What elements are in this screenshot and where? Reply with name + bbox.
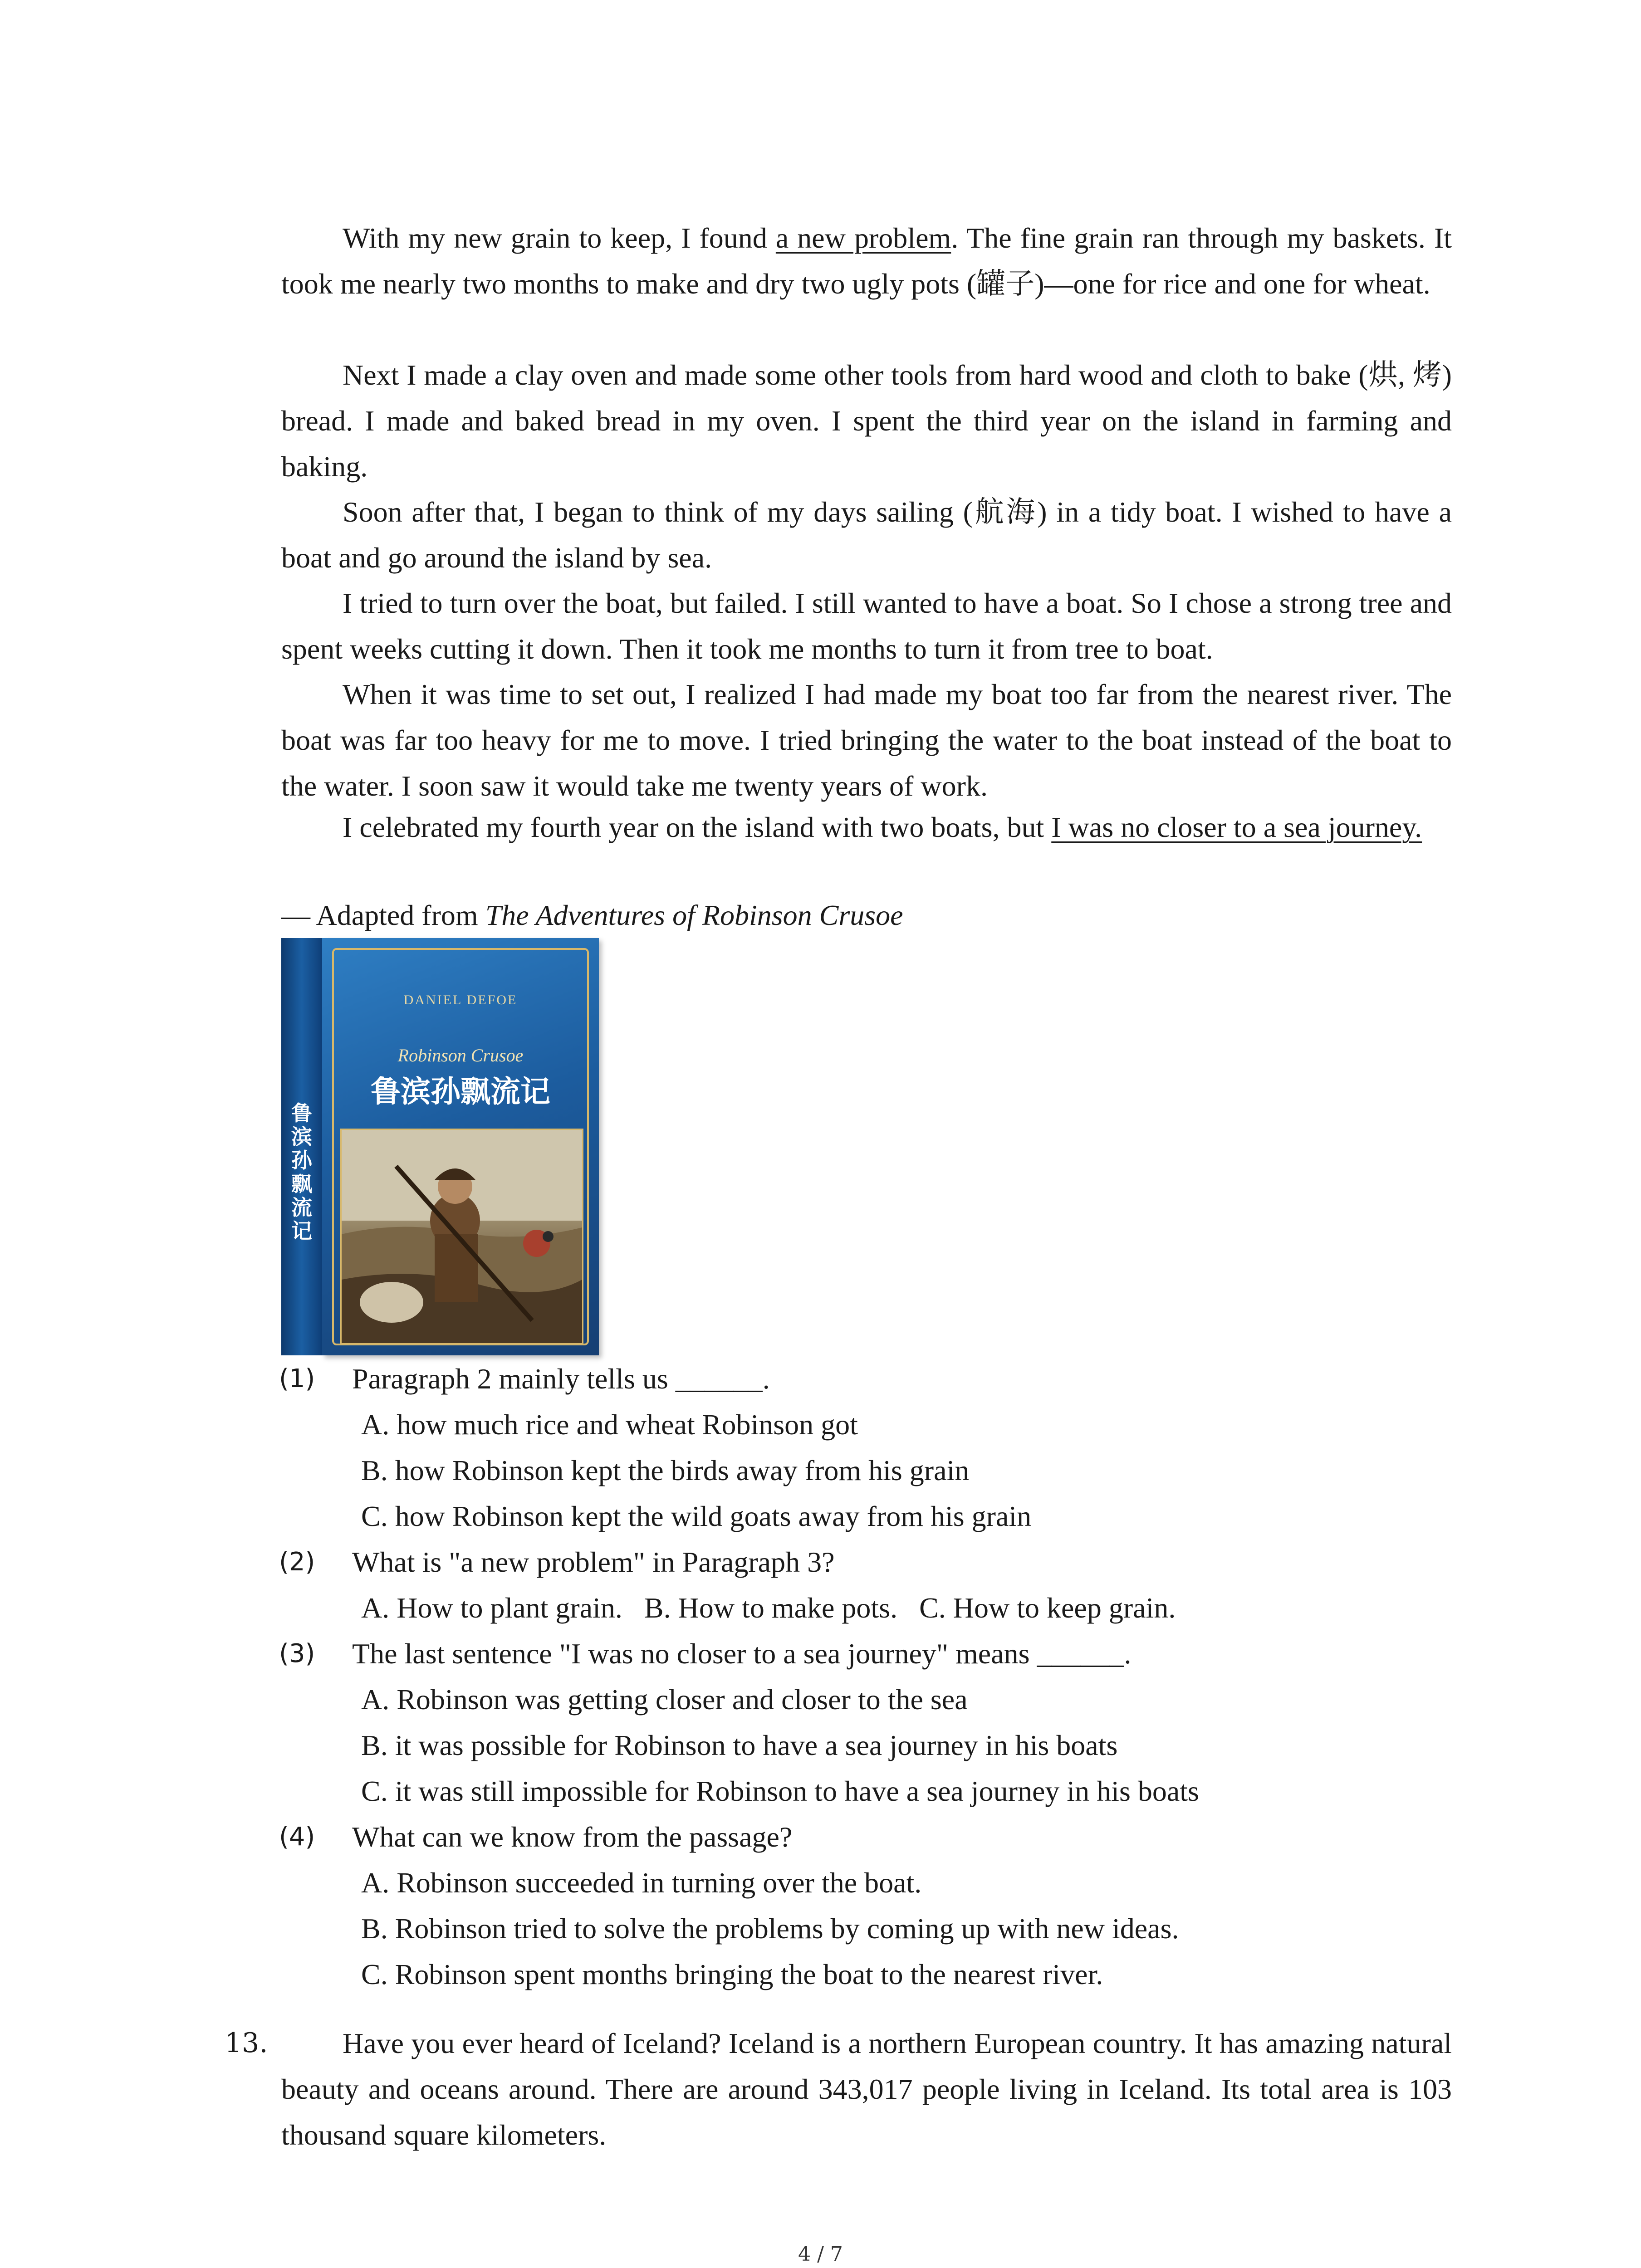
question-4-option-c: C. Robinson spent months bringing the boat to the nearest river. (361, 1958, 1103, 1990)
paragraph-6: I tried to turn over the boat, but failed. I still wanted to have a boat. So I chose a strong tree and spent weeks cutting it down. Then it took me months to turn it from tree to boat. (281, 587, 1452, 665)
book-cover-image (281, 938, 599, 1355)
cover-title-en: Robinson Crusoe (397, 1045, 524, 1066)
question-2-number: (2) (279, 1547, 315, 1577)
underlined-phrase-sea-journey: I was no closer to a sea journey. (1051, 811, 1422, 843)
question-1-option-c: C. how Robinson kept the wild goats away from his grain (361, 1500, 1032, 1532)
question-3-number: (3) (279, 1639, 315, 1668)
question-13-number: 13. (225, 2027, 268, 2059)
book-front-cover (322, 938, 599, 1355)
page-number: 4 / 7 (798, 2243, 843, 2266)
cover-title-cn: 鲁滨孙飘流记 (371, 1074, 550, 1109)
paragraph-5: Soon after that, I began to think of my days sailing (航海) in a tidy boat. I wished to have a boat and go around the island by sea. (281, 496, 1452, 574)
question-4-option-b: B. Robinson tried to solve the problems by coming up with new ideas. (361, 1912, 1179, 1945)
spine-title: 鲁滨孙飘流记 (291, 1101, 312, 1243)
question-1-option-b: B. how Robinson kept the birds away from his grain (361, 1454, 970, 1486)
question-3-option-a: A. Robinson was getting closer and closer to the sea (361, 1683, 968, 1716)
question-1-text: Paragraph 2 mainly tells us ______. (352, 1363, 770, 1395)
question-2-options: A. How to plant grain. B. How to make pots. C. How to keep grain. (361, 1592, 1176, 1624)
source-title: The Adventures of Robinson Crusoe (485, 899, 903, 931)
question-3-text: The last sentence "I was no closer to a sea journey" means ______. (352, 1637, 1132, 1670)
paragraph-8: I celebrated my fourth year on the island with two boats, but I was no closer to a sea journey. (343, 811, 1422, 843)
cover-painting (340, 1129, 583, 1344)
cover-author: DANIEL DEFOE (403, 992, 518, 1007)
question-4-text: What can we know from the passage? (352, 1821, 793, 1853)
paragraph-7: When it was time to set out, I realized I had made my boat too far from the nearest river. The boat was far too heavy for me to move. I tried bringing the water to the boat instead of the boat to the water. I soon saw it would take me twenty years of work. (281, 678, 1452, 802)
question-4-number: (4) (279, 1822, 315, 1852)
question-1-option-a: A. how much rice and wheat Robinson got (361, 1408, 858, 1441)
question-3-option-b: B. it was possible for Robinson to have a sea journey in his boats (361, 1729, 1118, 1761)
underlined-phrase-new-problem: a new problem (775, 222, 951, 254)
source-line: — Adapted from The Adventures of Robinson Crusoe (281, 899, 903, 931)
book-spine (281, 938, 322, 1355)
question-4-option-a: A. Robinson succeeded in turning over the boat. (361, 1867, 922, 1899)
question-13-paragraph: Have you ever heard of Iceland? Iceland is a northern European country. It has amazing natural beauty and oceans around. There are around 343,017 people living in Iceland. Its total area is 103 thousand square kilometers. (281, 2027, 1452, 2151)
question-2-text: What is "a new problem" in Paragraph 3? (352, 1546, 835, 1578)
question-1-number: (1) (279, 1364, 315, 1393)
castaway-illustration (342, 1130, 582, 1343)
paragraph-4: Next I made a clay oven and made some other tools from hard wood and cloth to bake (烘, 烤) bread. I made and baked bread in my oven. I spent the third year on the island in farming and baking. (281, 359, 1452, 483)
question-3-option-c: C. it was still impossible for Robinson to have a sea journey in his boats (361, 1775, 1199, 1807)
paragraph-3: With my new grain to keep, I found a new problem. The fine grain ran through my baskets. It took me nearly two months to make and dry two ugly pots (罐子)—one for rice and one for wheat. (281, 222, 1452, 300)
